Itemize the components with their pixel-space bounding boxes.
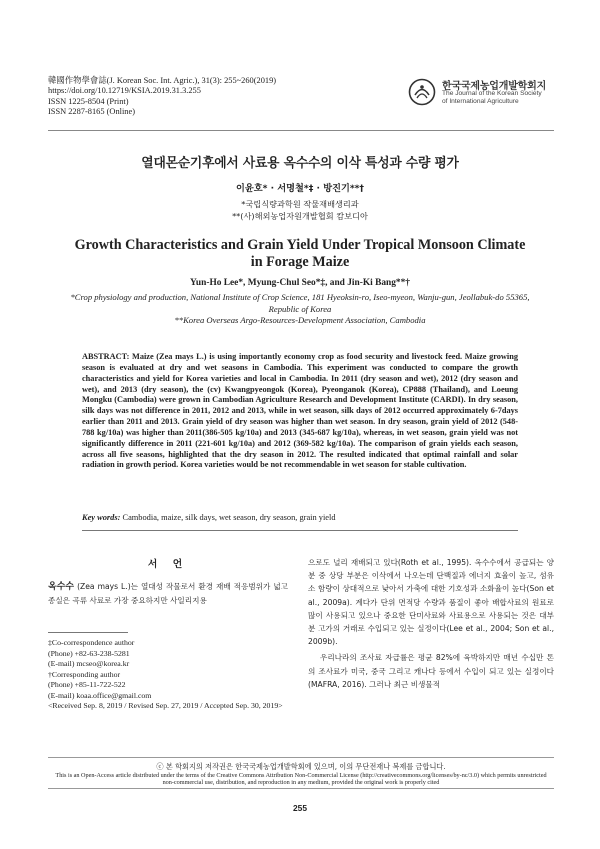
- affiliations-ko: *국립식량과학원 작물재배생리과 **(사)해외농업자원개발협회 캄보디아: [232, 199, 368, 221]
- keywords-list: Cambodia, maize, silk days, wet season, dry season, grain yield: [122, 513, 336, 522]
- correspondence-footnote: ‡Co-correspondence author (Phone) +82-63-238-5281 (E-mail) mcseo@korea.kr †Corresponding author (Phone) +85-11-722-522 (E-mail) koaa.office@gmail.com <Received Sep. 8, 2019 / Revised Sep. 27, 2019 / Accepted Sep. 30, 2019>: [48, 638, 298, 712]
- authors-en: Yun-Ho Lee*, Myung-Chul Seo*‡, and Jin-Ki Bang**†: [189, 278, 410, 288]
- paper-title-ko: 열대몬순기후에서 사료용 옥수수의 이삭 특성과 수량 평가: [141, 156, 459, 171]
- intro-left-column: [48, 580, 288, 607]
- abstract: ABSTRACT: Maize (Zea mays L.) is using importantly economy crop as food security and livestock feed. Maize growing season is evaluated at dry and wet seasons in Cambodia. This experiment was conducted to compare the growth characteristics and yield for Korea varieties and local in Cambodia. In 2011 (dry season and wet), 2012 (dry season and wet), and 2013 (dry season), the (cv) Kwangpyeongok (Korea), Pyeonganok (Korea), CP888 (Thailand), and Loeung Mongku (Cambodia) were grown in Cambodian Agriculture Research and Development Institute (CARDI). In dry season, silk days was not difference in 2011, 2012 and 2013, while in wet season, silk days of 2012 occurred approximately 6-7days earlier than 2011 and 2013. Grain yield of dry season was higher than wet season. In dry season, grain yield of 2012 (548-788 kg/10a) was higher than 2011(386-505 kg/10a) and 2013 (345-687 kg/10a), whereas, in wet season, grain yield was not significantly difference in 2011 (221-601 kg/10a) and 2012 (369-582 kg/10a). The comparison of grain yields each season, across all five seasons, highlighted that the dry season in 2012. The resulted indicated that optimal rainfall and solar radiation in growth period. Korea varieties would be not recommendable in wet season for stable cultivation.: [82, 352, 518, 470]
- intro-left-text: (Zea mays L.)는 열대성 작물로서 환경 재배 적응범위가 넓고 종실은 곡류 사료로 가장 중요하지만 사일리지용: [48, 582, 288, 606]
- received-dates: <Received Sep. 8, 2019 / Revised Sep. 27, 2019 / Accepted Sep. 30, 2019>: [48, 701, 283, 710]
- intro-paragraph-1: 으로도 널리 재배되고 있다(Roth et al., 1995). 옥수수에서 공급되는 양분 중 상당 부분은 이삭에서 나오는데 단백질과 에너지 효율이 높고, 섬유소 함량이 상대적으로 낮아서 가축에 대한 기호성과 소화율이 높다(Son et al., 2009a). 계다가 단위 면적당 수량과 품질이 좋아 배합사료의 원료로 많이 사용되고 있으나 중요한 단미사료와 사료용으로 사용되는 것은 대부분 고가의 거래로 수입되고 있는 실정이다(Lee et al., 2004; Son et al., 2009b).: [308, 558, 554, 647]
- society-name-ko: 한국국제농업개발학회지: [442, 81, 547, 92]
- society-logo: [408, 76, 558, 108]
- intro-lead-word: 옥수수: [48, 582, 75, 592]
- journal-citation: 韓國作物學會誌(J. Korean Soc. Int. Agric.), 31(3): 255~260(2019): [48, 76, 277, 85]
- copyright-notice-ko: ⓒ 본 학회지의 저작권은 한국국제농업개발학회에 있으며, 이의 무단전재나 복제를 금합니다.: [156, 762, 446, 771]
- authors-ko: 이윤호* · 서명철*‡ · 방진기**†: [235, 183, 365, 194]
- issn-online: ISSN 2287-8165 (Online): [48, 107, 136, 117]
- license-notice-en: This is an Open-Access article distributed under the terms of the Creative Commons Attribution Non-Commercial License (http://creativecommons.org/licenses/by-nc/3.0) which permits unrestricted non-commercial use, distribution, and reproduction in any medium, provided the original work is properly cited: [55, 772, 547, 787]
- journal-header: [48, 76, 348, 118]
- section-title-introduction: 서 언: [147, 559, 189, 570]
- abstract-divider: [82, 530, 518, 531]
- intro-right-column: [308, 556, 554, 691]
- issn-print: ISSN 1225-8504 (Print): [48, 96, 129, 106]
- society-name-en: The Journal of the Korean Society of International Agriculture: [442, 90, 542, 105]
- intro-paragraph-2: 우리나라의 조사료 자급률은 평균 82%에 육박하지만 매년 수십만 톤의 조사료가 미국, 중국 그리고 캐나다 등에서 수입이 되고 있는 실정이다(MAFRA, 2016). 그러나 최근 비생물적: [308, 653, 554, 689]
- header-divider: [48, 130, 554, 131]
- paper-title-en: Growth Characteristics and Grain Yield Under Tropical Monsoon Climate in Forage Maize: [74, 237, 526, 270]
- doi-link[interactable]: https://doi.org/10.12719/KSIA.2019.31.3.255: [48, 86, 201, 96]
- footnote-divider: [48, 632, 128, 633]
- co-email[interactable]: (E-mail) mcseo@korea.kr: [48, 659, 130, 668]
- keywords: [82, 513, 518, 522]
- affiliations-en: *Crop physiology and production, National Institute of Crop Science, 181 Hyeoksin-ro, Iseo-myeon, Wanju-gun, Jeollabuk-do 55365, Republic of Korea **Korea Overseas Argo-Resources-Development Association, Cambodia: [70, 292, 530, 326]
- corr-email[interactable]: (E-mail) koaa.office@gmail.com: [48, 690, 152, 700]
- page-number: 255: [293, 803, 307, 813]
- society-emblem-icon: [408, 78, 436, 106]
- keywords-label: Key words:: [82, 513, 121, 522]
